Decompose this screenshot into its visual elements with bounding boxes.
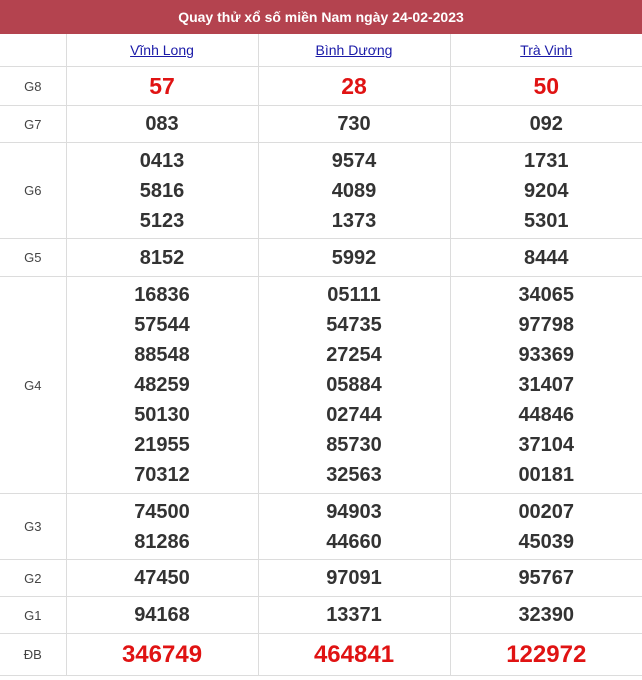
- province-header-row: [0, 34, 642, 67]
- prize-row: [0, 560, 642, 597]
- province-header: [258, 34, 450, 67]
- prize-number: 45039: [518, 530, 575, 553]
- prize-cell: [450, 239, 642, 277]
- prize-cell: [258, 67, 450, 106]
- province-link-binh-duong[interactable]: Bình Dương: [315, 42, 393, 58]
- prize-number: 81286: [134, 530, 190, 553]
- prize-label: ĐB: [0, 634, 66, 676]
- prize-number: 34065: [518, 284, 575, 306]
- prize-label-header: [0, 34, 66, 67]
- prize-number: 05884: [326, 374, 382, 396]
- province-link-tra-vinh[interactable]: Trà Vinh: [520, 42, 573, 58]
- prize-cell: [258, 560, 450, 597]
- prize-number: 464841: [313, 640, 395, 668]
- prize-cell: [258, 106, 450, 143]
- prize-number: 88548: [134, 344, 190, 366]
- prize-cell: [258, 597, 450, 634]
- prize-label: G2: [0, 560, 66, 597]
- prize-number: 50: [533, 73, 560, 99]
- prize-label: G1: [0, 597, 66, 634]
- page-title: Quay thử xổ số miền Nam ngày 24-02-2023: [178, 9, 464, 25]
- prize-number: 31407: [518, 374, 575, 396]
- prize-number: 083: [145, 113, 179, 135]
- prize-cell: [258, 634, 450, 676]
- prize-cell: [66, 560, 258, 597]
- prize-number: 5301: [524, 209, 569, 232]
- prize-number: 1373: [331, 209, 377, 232]
- prize-row: [0, 634, 642, 676]
- prize-number: 346749: [121, 640, 203, 668]
- prize-number: 5816: [139, 179, 185, 202]
- prize-cell: [450, 597, 642, 634]
- prize-row: [0, 67, 642, 106]
- prize-number: 122972: [506, 640, 587, 668]
- prize-row: [0, 143, 642, 239]
- prize-cell: [450, 277, 642, 494]
- prize-number: 730: [337, 113, 371, 135]
- prize-number: 092: [529, 113, 563, 135]
- prize-cell: [450, 67, 642, 106]
- prize-cell: [450, 143, 642, 239]
- prize-number: 97798: [518, 314, 575, 336]
- prize-number: 44660: [326, 530, 382, 553]
- province-header: [450, 34, 642, 67]
- prize-number: 8152: [139, 246, 185, 269]
- prize-number: 02744: [326, 404, 382, 426]
- prize-number: 93369: [518, 344, 575, 366]
- prize-number: 97091: [326, 567, 382, 589]
- prize-row: [0, 597, 642, 634]
- prize-number: 74500: [134, 500, 190, 523]
- prize-cell: [450, 634, 642, 676]
- prize-number: 47450: [134, 567, 190, 589]
- prize-number: 94168: [134, 604, 190, 626]
- prize-number: 4089: [331, 179, 377, 202]
- prize-number: 16836: [134, 284, 190, 306]
- prize-number: 54735: [326, 314, 382, 336]
- prize-row: [0, 106, 642, 143]
- prize-cell: [66, 143, 258, 239]
- results-table: [0, 34, 642, 676]
- prize-number: 05111: [327, 284, 381, 306]
- prize-number: 57: [149, 73, 175, 99]
- prize-number: 57544: [134, 314, 190, 336]
- prize-label: G5: [0, 239, 66, 277]
- prize-cell: [66, 67, 258, 106]
- prize-number: 5992: [331, 246, 377, 269]
- prize-number: 94903: [326, 500, 382, 523]
- prize-cell: [258, 143, 450, 239]
- prize-cell: [258, 239, 450, 277]
- prize-label: G8: [0, 67, 66, 106]
- prize-number: 27254: [326, 344, 382, 366]
- prize-number: 70312: [134, 464, 190, 486]
- prize-cell: [450, 560, 642, 597]
- prize-number: 0413: [139, 149, 185, 172]
- prize-number: 48259: [134, 374, 190, 396]
- prize-number: 00181: [518, 464, 575, 486]
- prize-row: [0, 277, 642, 494]
- prize-cell: [66, 106, 258, 143]
- prize-label: G7: [0, 106, 66, 143]
- prize-cell: [450, 106, 642, 143]
- prize-number: 32390: [518, 604, 575, 626]
- prize-cell: [66, 597, 258, 634]
- prize-cell: [258, 277, 450, 494]
- prize-number: 50130: [134, 404, 190, 426]
- prize-number: 9574: [331, 149, 377, 172]
- prize-number: 95767: [518, 567, 575, 589]
- prize-number: 8444: [524, 246, 569, 269]
- prize-number: 37104: [518, 434, 575, 456]
- prize-cell: [66, 277, 258, 494]
- prize-label: G6: [0, 143, 66, 239]
- prize-number: 85730: [326, 434, 382, 456]
- prize-number: 00207: [518, 500, 575, 523]
- results-title-bar: [0, 0, 642, 34]
- prize-cell: [66, 239, 258, 277]
- prize-number: 32563: [326, 464, 382, 486]
- prize-number: 5123: [139, 209, 185, 232]
- prize-cell: [66, 634, 258, 676]
- prize-number: 9204: [524, 179, 569, 202]
- prize-row: [0, 239, 642, 277]
- prize-cell: [66, 494, 258, 560]
- prize-cell: [258, 494, 450, 560]
- prize-number: 21955: [134, 434, 190, 456]
- prize-number: 1731: [524, 149, 569, 172]
- prize-number: 44846: [518, 404, 575, 426]
- prize-label: G3: [0, 494, 66, 560]
- province-header: [66, 34, 258, 67]
- prize-label: G4: [0, 277, 66, 494]
- province-link-vinh-long[interactable]: Vĩnh Long: [130, 42, 194, 58]
- prize-row: [0, 494, 642, 560]
- prize-number: 28: [341, 73, 367, 99]
- prize-number: 13371: [326, 604, 382, 626]
- prize-cell: [450, 494, 642, 560]
